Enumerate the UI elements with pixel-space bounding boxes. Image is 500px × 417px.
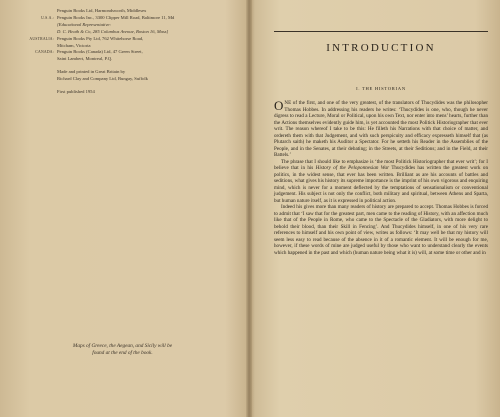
imprint-australia-city: Mitcham, Victoria xyxy=(57,42,91,48)
right-page xyxy=(252,0,500,417)
section-subheading: I. THE HISTORIAN xyxy=(356,86,406,91)
imprint-australia-label: AUSTRALIA: xyxy=(29,36,54,41)
imprint-usa: Penguin Books Inc., 3300 Clipper Mill Road, Baltimore 11, Md xyxy=(57,14,175,20)
drop-cap: O xyxy=(274,98,284,113)
maps-note xyxy=(20,343,225,358)
imprint-canada: Penguin Books (Canada) Ltd, 47 Green Street, xyxy=(57,49,143,55)
maps-note-line2: found at the end of the book. xyxy=(92,350,153,357)
paragraph-2-text-a: The phrase that I should like to emphasize is ‘the most Politick Historiographer that ever writ’; for I believe that in his xyxy=(274,158,488,171)
imprint-canada-label: CANADA: xyxy=(35,50,54,55)
first-published: First published 1954 xyxy=(57,89,95,95)
maps-note-line1: Maps of Greece, the Aegean, and Sicily will be xyxy=(72,343,173,349)
book-title-italic: History of the Peloponnesian War xyxy=(315,165,390,171)
body-text xyxy=(274,100,488,256)
heading-rule xyxy=(274,31,488,32)
imprint-canada-city: Saint Lambert, Montreal, P.Q. xyxy=(57,56,113,62)
imprint-block xyxy=(20,8,225,96)
paragraph-1 xyxy=(274,100,488,159)
imprint-usa-label: U.S.A.: xyxy=(41,15,54,20)
chapter-heading: INTRODUCTION xyxy=(326,42,436,54)
paragraph-2-text-b: Thucydides has written the greatest work on politics, in the widest sense, that ever has been written. Brilliant as are his accounts of battles and seditions, what gives his history its supreme importance is the imprint of his own vigorous and enquiring mind, which is never for a moment deflected by the temptations of sensationalism or conventional judgement. His subject is not only the conflict, both military and spiritual, between Athens and Sparta, but human nature itself, as it is expressed in political action. xyxy=(274,165,488,204)
imprint-australia: Penguin Books Pty Ltd, 762 Whitehorse Road, xyxy=(57,35,144,41)
left-page xyxy=(0,0,246,417)
imprint-usa-rep-address: D. C. Heath & Co, 285 Columbus Avenue, Boston 16, Mass] xyxy=(57,28,169,34)
paragraph-1-text: NE of the first, and one of the very greatest, of the translators of Thucydides was the philosopher Thomas Hobbes. In addressing his readers he writes: ‘Thucydides is one, who, though he never digress to read a Lecture, Moral or Political, upon his own Text, nor enter into mens’ hearts, further than the Actions themselves evidently guide him, is yet accounted the most Politick Historiographer that ever writ. The reason whereof I take to be this: He filleth his Narrations with that choice of matter, and ordereth them with that Judgement, and with such perspicuity and efficacy expresseth himself that (as Plutarch saith) he maketh his Auditor a Spectator. For he setteth his Reader in the Assemblies of the People, and in the Senates, at their debating; in the Streets, at their Seditions; and in the Field, at their Battels.’ xyxy=(274,100,488,158)
paragraph-3 xyxy=(274,204,488,256)
imprint-printer-line1: Made and printed in Great Britain by xyxy=(57,69,126,75)
imprint-usa-rep: [Educational Representative: xyxy=(57,21,112,27)
paragraph-2 xyxy=(274,159,488,205)
imprint-printer-line2: Richard Clay and Company Ltd, Bungay, Suffolk xyxy=(57,76,148,82)
imprint-publisher: Penguin Books Ltd, Harmondsworth, Middlesex xyxy=(57,8,147,13)
paragraph-3-text: Indeed his gives more than many readers of history are prepared to accept. Thomas Hobbes is forced to admit that ‘I saw that for the greatest part, men came to the reading of History, with an affection much like that of the People in Rome, who came to the Spectacle of the Gladiators, with more delight to behold their blood, than their Skill in Fencing’. And Thucydides himself, in one of his very rare references to himself and his own point of view, writes as follows: ‘It may well be that my history will seem less easy to read because of the absence in it of a romantic element. It will be enough for me, however, if these words of mine are judged useful by those who want to understand clearly the events which happened in the past and which (human nature being what it is) will, at some time or other and in xyxy=(274,204,488,256)
